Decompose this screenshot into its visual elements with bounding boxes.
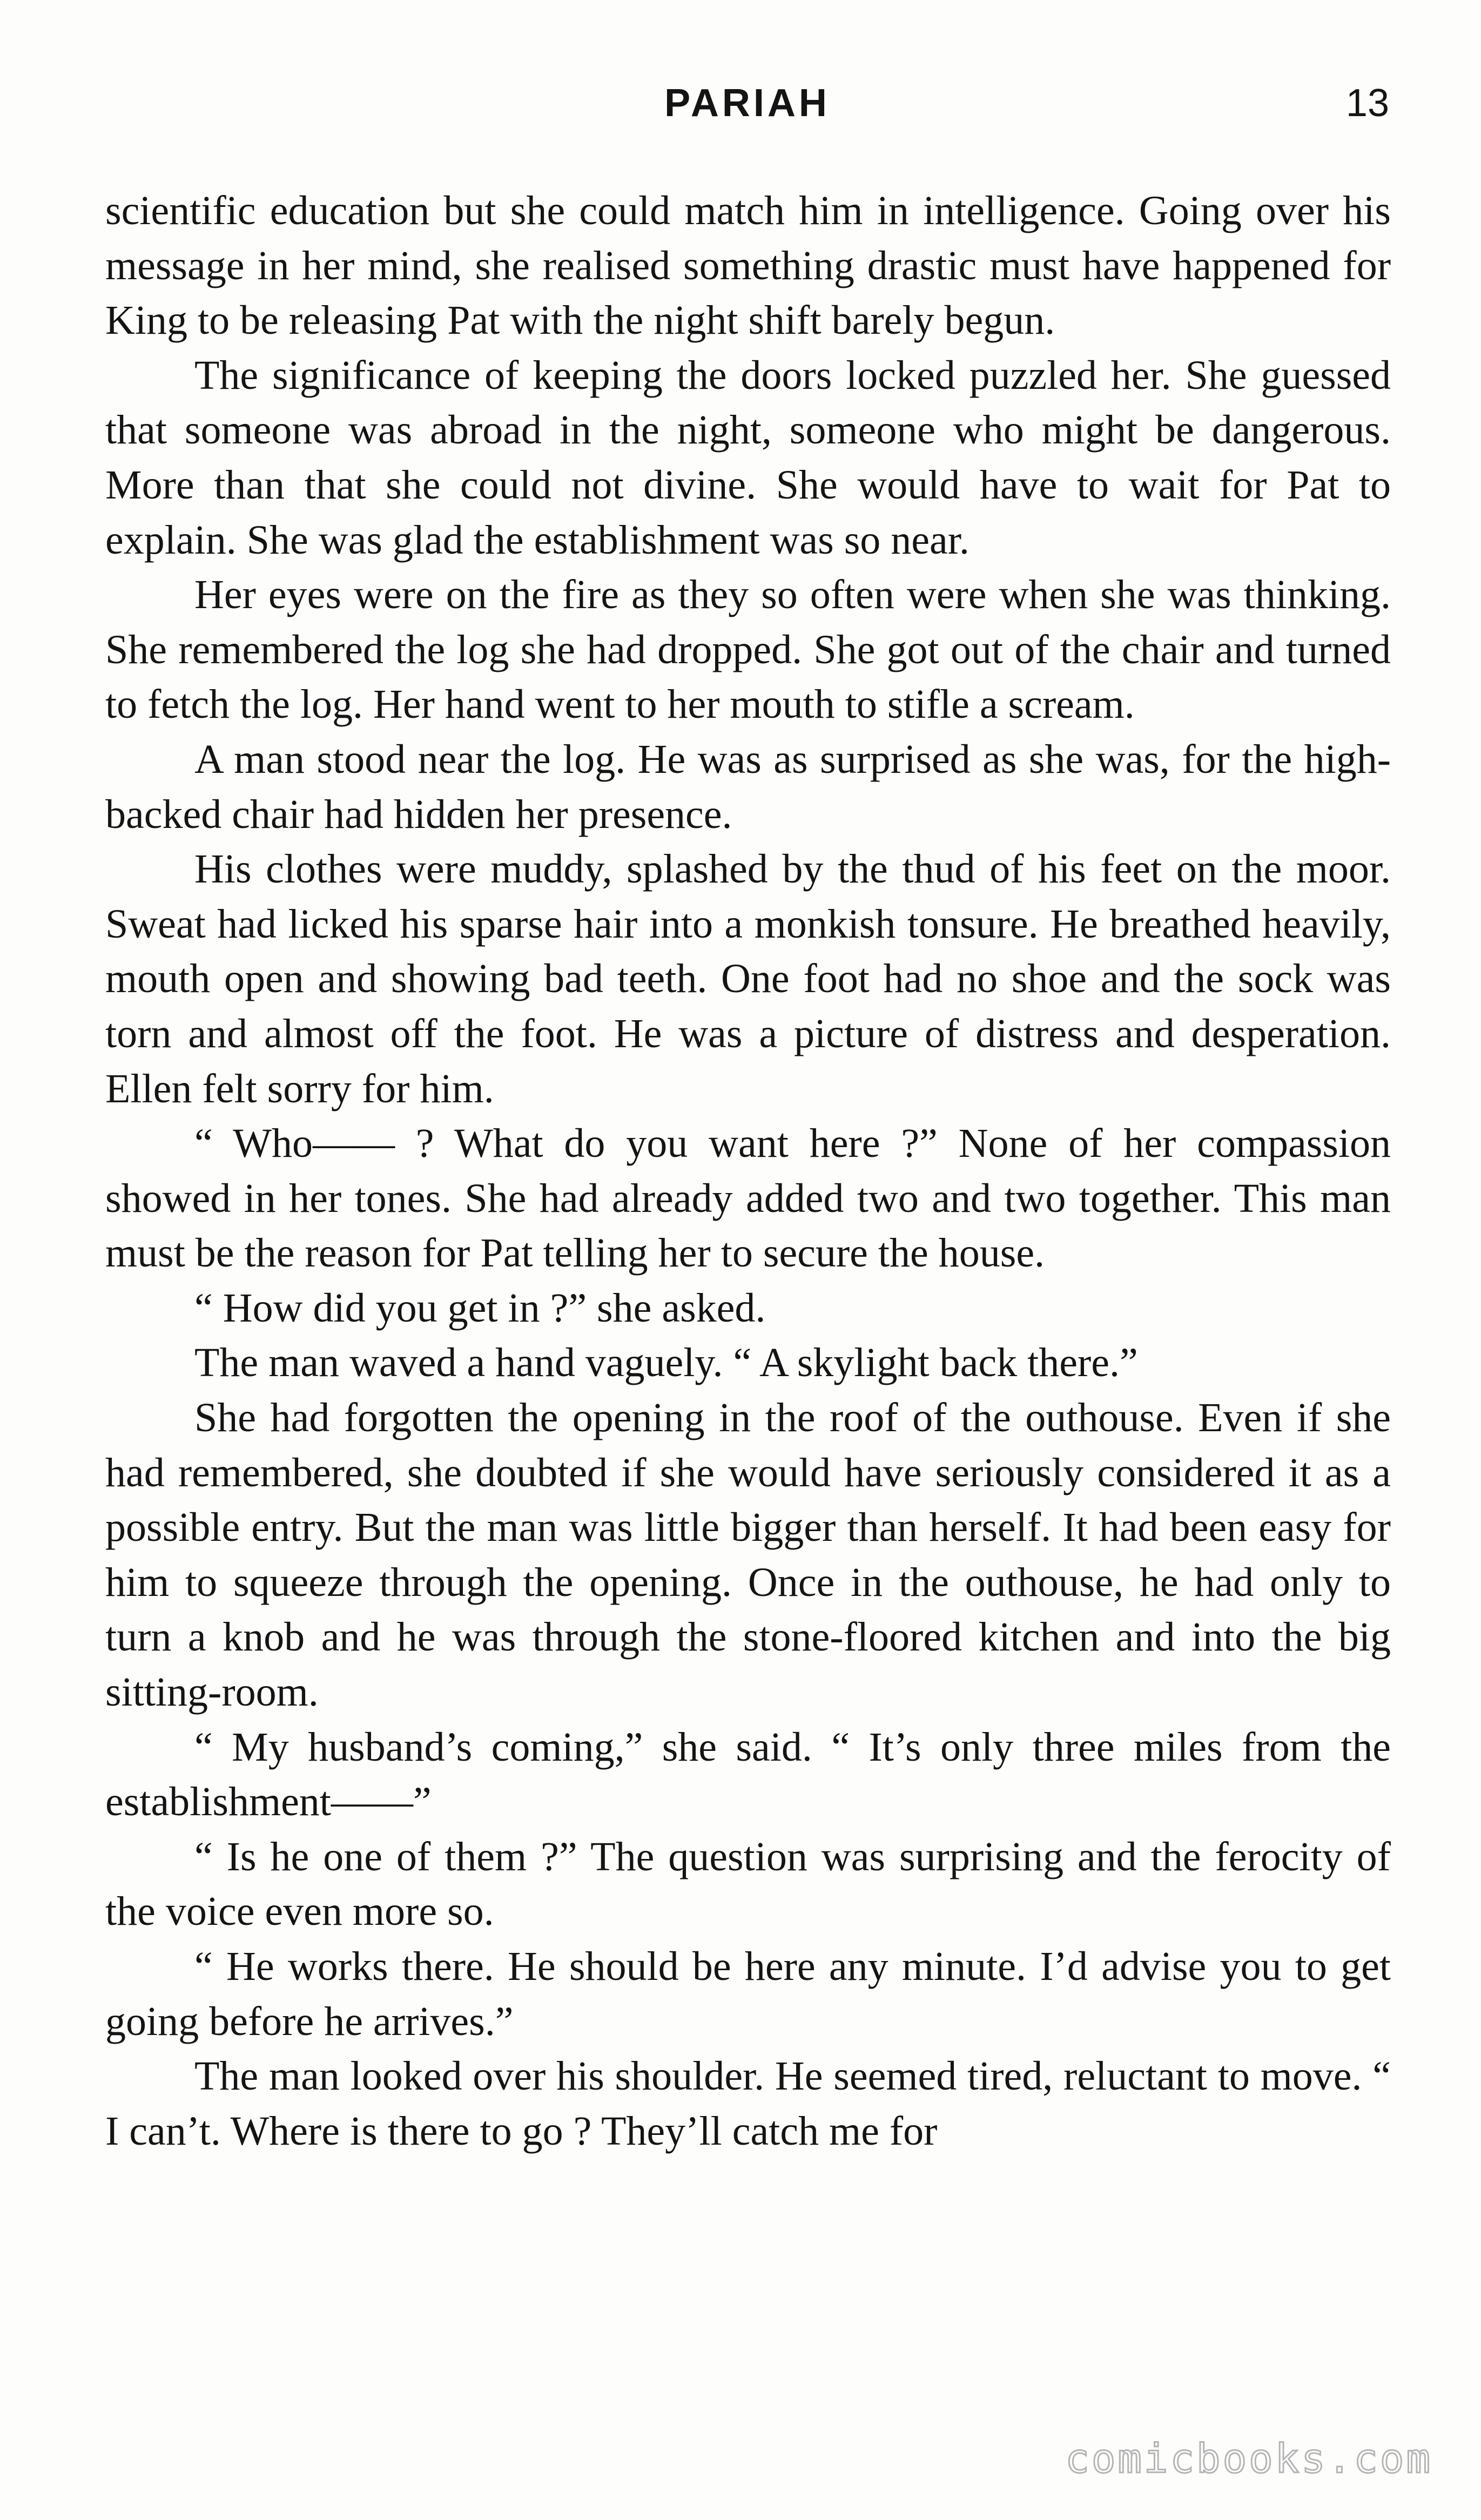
watermark: comicbooks.com xyxy=(1065,2436,1432,2482)
paragraph: scientific education but she could match him in intelligence. Going over his message in her mind, she realised something drastic must have happened for King to be releasing Pat with the night shift barely begun. xyxy=(105,188,1391,343)
paragraph: “ Is he one of them ?” The question was surprising and the ferocity of the voice even more so. xyxy=(105,1834,1391,1935)
paragraph: The man looked over his shoulder. He seemed tired, reluctant to move. “ I can’t. Where is there to go ? They’ll catch me for xyxy=(105,2053,1391,2154)
paragraph: She had forgotten the opening in the roof of the outhouse. Even if she had remembered, she doubted if she would have seriously considered it as a possible entry. But the man was little bigger than herself. It had been easy for him to squeeze through the opening. Once in the outhouse, he had only to turn a knob and he was through the stone-floored kitchen and into the big sitting-room. xyxy=(105,1395,1391,1715)
paragraph: Her eyes were on the fire as they so often were when she was thinking. She remembered the log she had dropped. She got out of the chair and turned to fetch the log. Her hand went to her mouth to stifle a scream. xyxy=(105,572,1391,727)
paragraph: His clothes were muddy, splashed by the thud of his feet on the moor. Sweat had licked his sparse hair into a monkish tonsure. He breathed heavily, mouth open and showing bad teeth. One foot had no shoe and the sock was torn and almost off the foot. He was a picture of distress and desperation. Ellen felt sorry for him. xyxy=(105,846,1391,1111)
paragraph: A man stood near the log. He was as surprised as she was, for the high-backed chair had hidden her presence. xyxy=(105,736,1391,837)
running-title: PARIAH xyxy=(664,82,830,125)
paragraph: The significance of keeping the doors locked puzzled her. She guessed that someone was abroad in the night, someone who might be dangerous. More than that she could not divine. She would have to wait for Pat to explain. She was glad the establishment was so near. xyxy=(105,352,1391,563)
paragraph: “ Who—— ? What do you want here ?” None of her compassion showed in her tones. She had already added two and two together. This man must be the reason for Pat telling her to secure the house. xyxy=(105,1121,1391,1276)
page-number: 13 xyxy=(1345,82,1389,125)
page-header xyxy=(105,81,1389,146)
paragraph: “ My husband’s coming,” she said. “ It’s only three miles from the establishment——” xyxy=(105,1724,1391,1825)
paragraph: “ He works there. He should be here any minute. I’d advise you to get going before he arrives.” xyxy=(105,1944,1391,2044)
paragraph: The man waved a hand vaguely. “ A skylight back there.” xyxy=(194,1340,1138,1386)
body-text xyxy=(105,184,1391,2159)
paragraph: “ How did you get in ?” she asked. xyxy=(194,1285,766,1331)
